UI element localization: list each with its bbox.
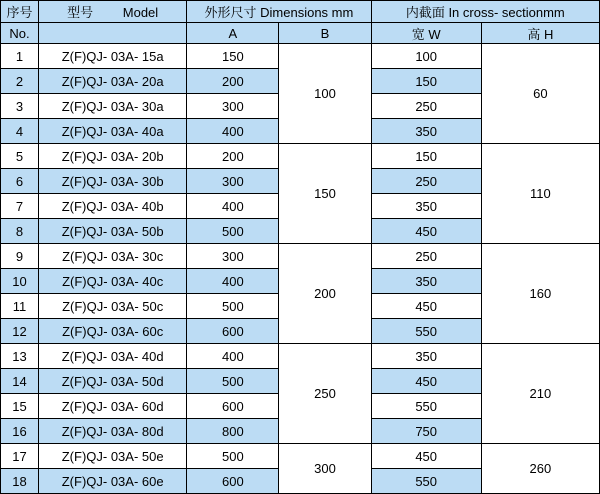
table-body bbox=[1, 44, 600, 494]
table-header bbox=[1, 1, 600, 44]
cell-model: Z(F)QJ- 03A- 30c bbox=[39, 244, 187, 269]
cell-dimension-a: 300 bbox=[187, 169, 279, 194]
header-col-h: 高 H bbox=[481, 23, 599, 44]
cell-width-w: 150 bbox=[371, 144, 481, 169]
table-row bbox=[1, 344, 600, 369]
cell-model: Z(F)QJ- 03A- 50e bbox=[39, 444, 187, 469]
cell-dimension-a: 600 bbox=[187, 469, 279, 494]
cell-model: Z(F)QJ- 03A- 30b bbox=[39, 169, 187, 194]
cell-no: 16 bbox=[1, 419, 39, 444]
table-row bbox=[1, 144, 600, 169]
cell-dimension-a: 400 bbox=[187, 344, 279, 369]
cell-model: Z(F)QJ- 03A- 80d bbox=[39, 419, 187, 444]
cell-dimension-a: 200 bbox=[187, 144, 279, 169]
cell-width-w: 550 bbox=[371, 394, 481, 419]
cell-width-w: 150 bbox=[371, 69, 481, 94]
header-col-b: B bbox=[279, 23, 371, 44]
cell-no: 13 bbox=[1, 344, 39, 369]
cell-no: 18 bbox=[1, 469, 39, 494]
cell-dimension-a: 300 bbox=[187, 244, 279, 269]
cell-dimension-a: 500 bbox=[187, 444, 279, 469]
table-row bbox=[1, 444, 600, 469]
cell-no: 17 bbox=[1, 444, 39, 469]
cell-width-w: 450 bbox=[371, 444, 481, 469]
header-row-sub bbox=[1, 23, 600, 44]
cell-no: 2 bbox=[1, 69, 39, 94]
cell-dimension-a: 500 bbox=[187, 294, 279, 319]
cell-dimension-b: 200 bbox=[279, 244, 371, 344]
cell-model: Z(F)QJ- 03A- 60e bbox=[39, 469, 187, 494]
cell-width-w: 250 bbox=[371, 94, 481, 119]
header-cross-section-group: 内截面 In cross- sectionmm bbox=[371, 1, 599, 23]
cell-dimension-a: 600 bbox=[187, 319, 279, 344]
cell-no: 10 bbox=[1, 269, 39, 294]
cell-model: Z(F)QJ- 03A- 60c bbox=[39, 319, 187, 344]
cell-dimension-a: 600 bbox=[187, 394, 279, 419]
header-no-en: No. bbox=[1, 23, 39, 44]
cell-dimension-a: 500 bbox=[187, 369, 279, 394]
cell-width-w: 450 bbox=[371, 294, 481, 319]
cell-dimension-b: 300 bbox=[279, 444, 371, 494]
cell-dimension-a: 200 bbox=[187, 69, 279, 94]
header-row-top bbox=[1, 1, 600, 23]
header-model-en-text: Model bbox=[122, 5, 159, 20]
cell-height-h: 60 bbox=[481, 44, 599, 144]
cell-model: Z(F)QJ- 03A- 50b bbox=[39, 219, 187, 244]
cell-height-h: 160 bbox=[481, 244, 599, 344]
header-col-a: A bbox=[187, 23, 279, 44]
cell-dimension-a: 150 bbox=[187, 44, 279, 69]
table-row bbox=[1, 244, 600, 269]
cell-model: Z(F)QJ- 03A- 50c bbox=[39, 294, 187, 319]
cell-height-h: 260 bbox=[481, 444, 599, 494]
header-col-w: 宽 W bbox=[371, 23, 481, 44]
cell-model: Z(F)QJ- 03A- 20a bbox=[39, 69, 187, 94]
table-row bbox=[1, 44, 600, 69]
cell-width-w: 100 bbox=[371, 44, 481, 69]
cell-dimension-a: 400 bbox=[187, 269, 279, 294]
cell-model: Z(F)QJ- 03A- 40d bbox=[39, 344, 187, 369]
cell-no: 11 bbox=[1, 294, 39, 319]
cell-width-w: 350 bbox=[371, 344, 481, 369]
cell-dimension-a: 400 bbox=[187, 194, 279, 219]
cell-width-w: 250 bbox=[371, 169, 481, 194]
cell-model: Z(F)QJ- 03A- 40a bbox=[39, 119, 187, 144]
cell-width-w: 750 bbox=[371, 419, 481, 444]
cell-no: 1 bbox=[1, 44, 39, 69]
header-model-cn-text: 型号 bbox=[67, 5, 94, 20]
cell-no: 7 bbox=[1, 194, 39, 219]
cell-model: Z(F)QJ- 03A- 15a bbox=[39, 44, 187, 69]
cell-width-w: 550 bbox=[371, 469, 481, 494]
cell-dimension-b: 150 bbox=[279, 144, 371, 244]
cell-no: 3 bbox=[1, 94, 39, 119]
cell-width-w: 450 bbox=[371, 369, 481, 394]
cell-height-h: 210 bbox=[481, 344, 599, 444]
cell-model: Z(F)QJ- 03A- 30a bbox=[39, 94, 187, 119]
cell-width-w: 350 bbox=[371, 119, 481, 144]
cell-no: 4 bbox=[1, 119, 39, 144]
cell-no: 9 bbox=[1, 244, 39, 269]
cell-dimension-a: 500 bbox=[187, 219, 279, 244]
cell-width-w: 350 bbox=[371, 194, 481, 219]
cell-model: Z(F)QJ- 03A- 50d bbox=[39, 369, 187, 394]
cell-model: Z(F)QJ- 03A- 40b bbox=[39, 194, 187, 219]
cell-dimension-a: 400 bbox=[187, 119, 279, 144]
cell-no: 14 bbox=[1, 369, 39, 394]
cell-model: Z(F)QJ- 03A- 20b bbox=[39, 144, 187, 169]
cell-dimension-b: 100 bbox=[279, 44, 371, 144]
cell-no: 8 bbox=[1, 219, 39, 244]
cell-no: 5 bbox=[1, 144, 39, 169]
cell-no: 6 bbox=[1, 169, 39, 194]
cell-height-h: 110 bbox=[481, 144, 599, 244]
cell-width-w: 250 bbox=[371, 244, 481, 269]
header-no-cn: 序号 bbox=[1, 1, 39, 23]
header-model-cn bbox=[39, 1, 187, 23]
cell-no: 15 bbox=[1, 394, 39, 419]
header-dimensions-group: 外形尺寸 Dimensions mm bbox=[187, 1, 371, 23]
cell-no: 12 bbox=[1, 319, 39, 344]
cell-width-w: 450 bbox=[371, 219, 481, 244]
cell-width-w: 350 bbox=[371, 269, 481, 294]
header-model-blank bbox=[39, 23, 187, 44]
cell-model: Z(F)QJ- 03A- 40c bbox=[39, 269, 187, 294]
cell-model: Z(F)QJ- 03A- 60d bbox=[39, 394, 187, 419]
cell-dimension-a: 800 bbox=[187, 419, 279, 444]
cell-width-w: 550 bbox=[371, 319, 481, 344]
cell-dimension-b: 250 bbox=[279, 344, 371, 444]
cell-dimension-a: 300 bbox=[187, 94, 279, 119]
